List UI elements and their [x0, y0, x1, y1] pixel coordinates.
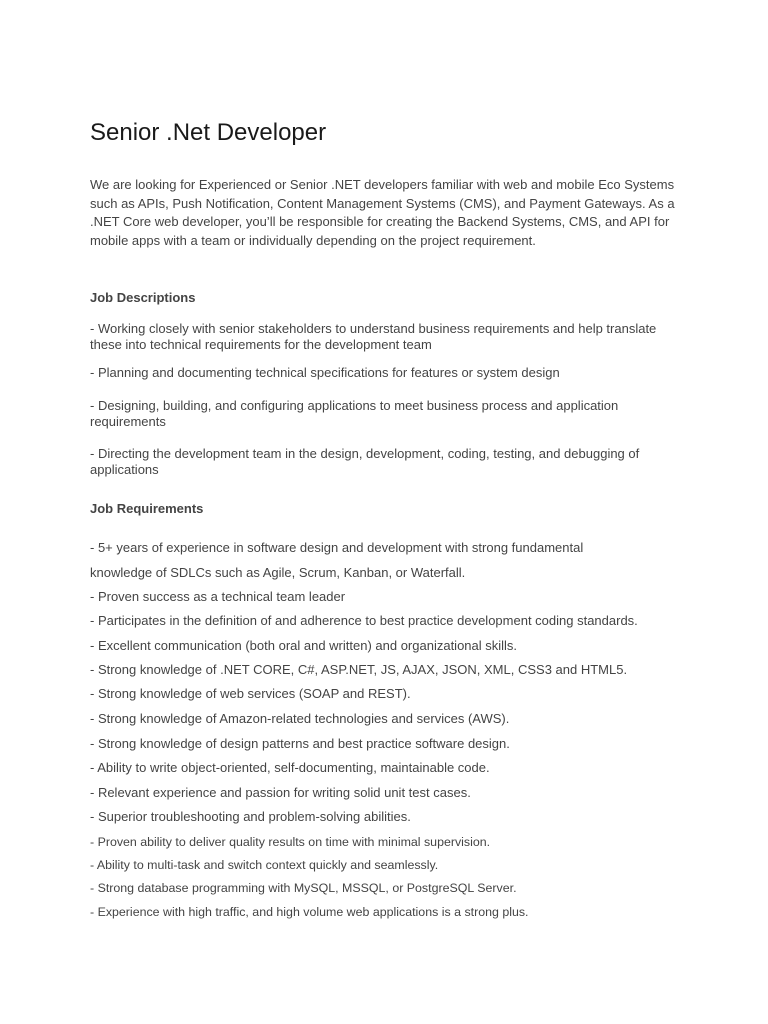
job-requirement-item: - 5+ years of experience in software design and development with strong fundamental	[90, 540, 584, 555]
job-requirement-item: - Proven ability to deliver quality results on time with minimal supervision.	[90, 835, 491, 849]
job-requirement-item: knowledge of SDLCs such as Agile, Scrum, Kanban, or Waterfall.	[90, 565, 466, 580]
job-requirements-heading: Job Requirements	[90, 501, 204, 516]
job-requirement-item: - Ability to write object-oriented, self-documenting, maintainable code.	[90, 760, 490, 775]
job-description-item: - Working closely with senior stakeholders to understand business requirements and help translate these into technical requirements for the development team	[90, 321, 657, 352]
job-requirement-item: - Participates in the definition of and adherence to best practice development coding standards.	[90, 613, 638, 628]
job-requirement-item: - Proven success as a technical team leader	[90, 589, 346, 604]
job-description-item: - Directing the development team in the design, development, coding, testing, and debugging of applications	[90, 446, 640, 477]
job-requirement-item: - Superior troubleshooting and problem-solving abilities.	[90, 809, 411, 824]
job-requirement-item: - Experience with high traffic, and high volume web applications is a strong plus.	[90, 905, 529, 919]
job-requirement-item: - Ability to multi-task and switch context quickly and seamlessly.	[90, 858, 439, 872]
job-requirement-item: - Strong knowledge of .NET CORE, C#, ASP.NET, JS, AJAX, JSON, XML, CSS3 and HTML5.	[90, 662, 628, 677]
intro-paragraph: We are looking for Experienced or Senior .NET developers familiar with web and mobile Eco Systems such as APIs, Push Notification, Content Management Systems (CMS), and Payment Gateways. As a .NET Core web developer, you’ll be responsible for creating the Backend Systems, CMS, and API for mobile apps with a team or individually depending on the project requirement.	[90, 177, 675, 248]
job-description-item: - Designing, building, and configuring applications to meet business process and application requirements	[90, 398, 619, 429]
job-requirement-item: - Strong knowledge of web services (SOAP and REST).	[90, 686, 411, 701]
job-descriptions-heading: Job Descriptions	[90, 290, 196, 305]
job-requirement-item: - Strong knowledge of design patterns and best practice software design.	[90, 736, 510, 751]
job-requirement-item: - Strong knowledge of Amazon-related technologies and services (AWS).	[90, 711, 510, 726]
job-requirement-item: - Excellent communication (both oral and written) and organizational skills.	[90, 638, 518, 653]
job-description-item: - Planning and documenting technical specifications for features or system design	[90, 365, 560, 380]
job-requirement-item: - Relevant experience and passion for writing solid unit test cases.	[90, 785, 471, 800]
document-title: Senior .Net Developer	[90, 119, 327, 146]
job-requirement-item: - Strong database programming with MySQL, MSSQL, or PostgreSQL Server.	[90, 881, 517, 895]
